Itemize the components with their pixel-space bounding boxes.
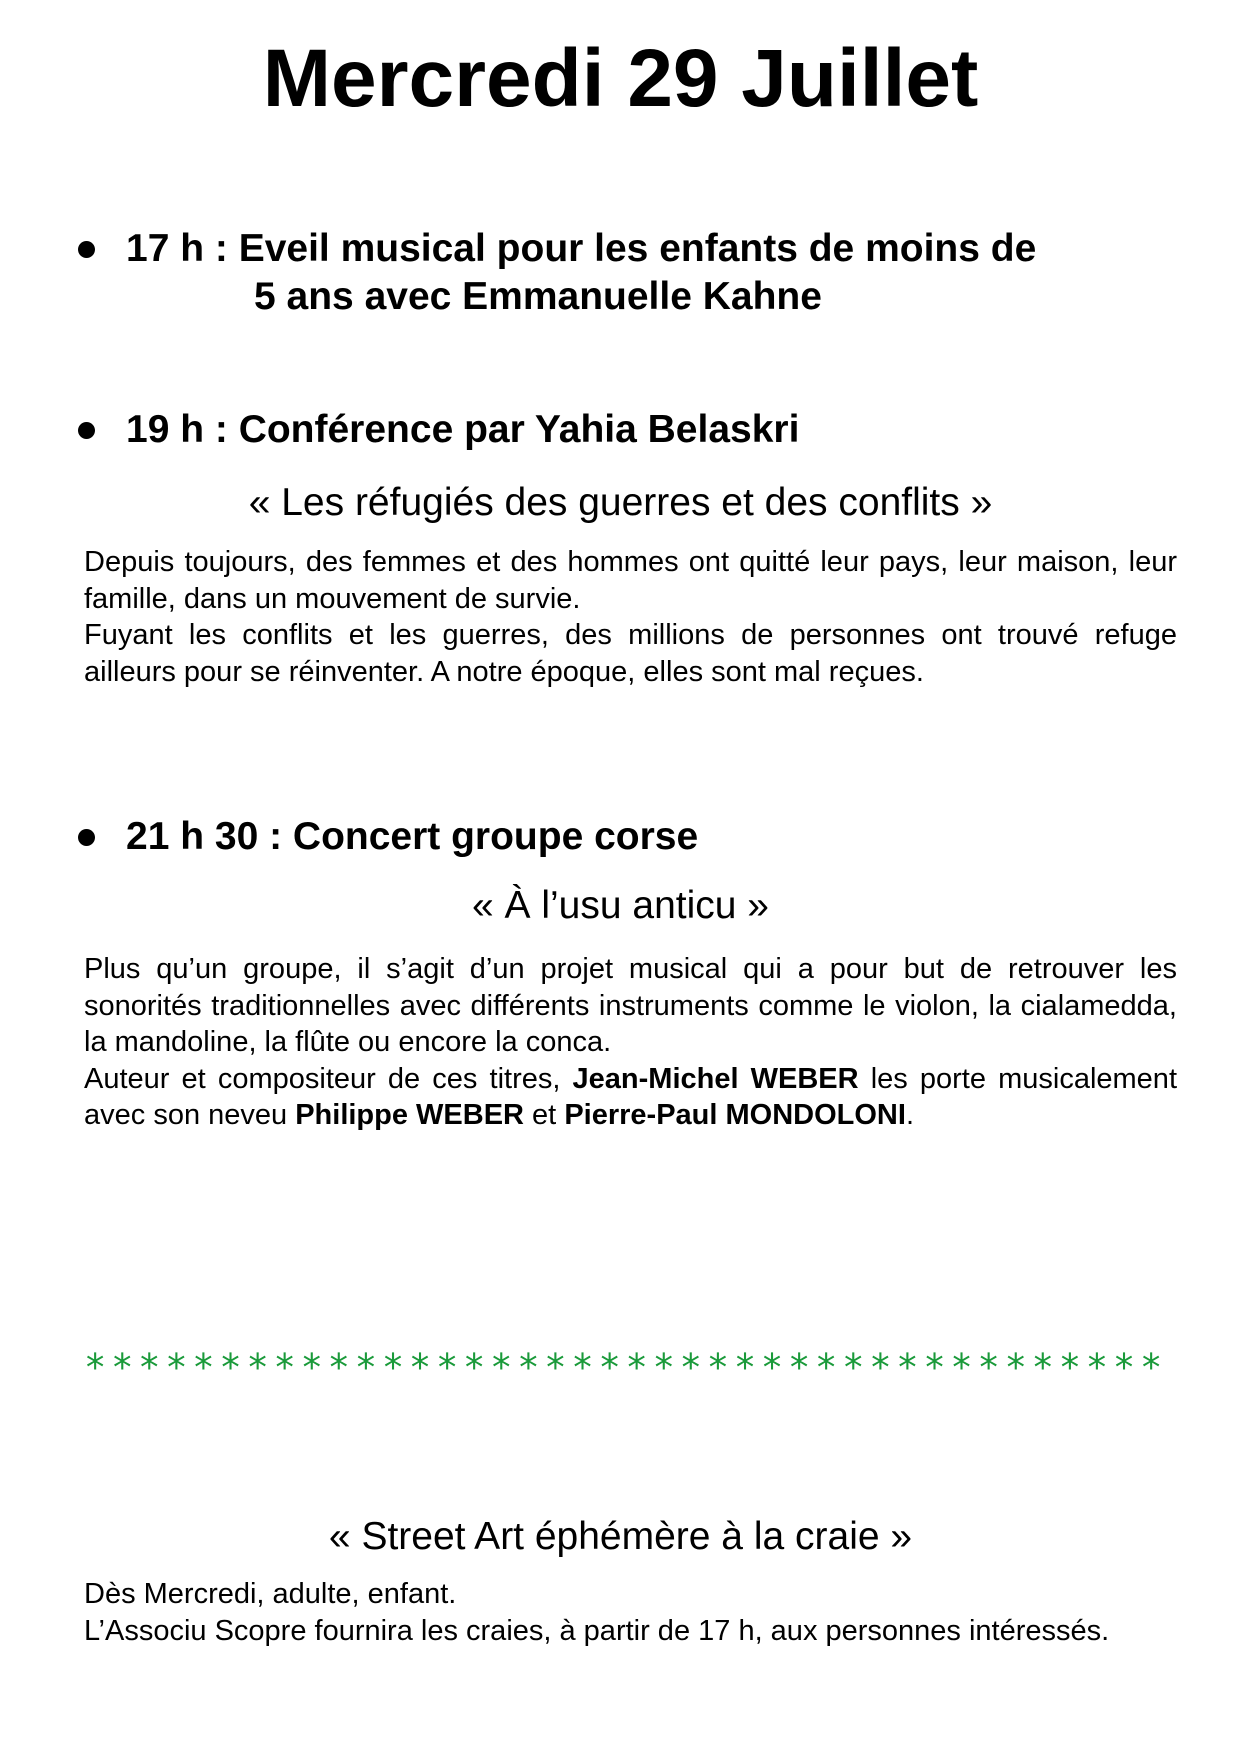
author-name: Pierre-Paul MONDOLONI xyxy=(564,1099,906,1131)
bullet-icon xyxy=(78,422,95,439)
bullet-icon xyxy=(78,829,95,846)
concert-subtitle: « À l’usu anticu » xyxy=(471,884,769,927)
author-name: Jean-Michel WEBER xyxy=(572,1062,859,1095)
paragraph: Auteur et compositeur de ces titres, Jean-Michel WEBER les porte musicalement avec son neveu Philippe WEBER et Pierre-Paul MONDOLONI. xyxy=(84,1062,1177,1131)
event-heading-continued: 5 ans avec Emmanuelle Kahne xyxy=(254,275,822,318)
paragraph: Plus qu’un groupe, il s’agit d’un projet musical qui a pour but de retrouver les sonorités traditionnelles avec différents instruments comme le violon, la cialamedda, la mandoline, la flûte ou encore la conca. xyxy=(84,953,1177,1058)
street-art-description xyxy=(84,1576,1177,1649)
conference-description xyxy=(84,544,1177,690)
bullet-icon xyxy=(78,241,95,258)
event-heading: 17 h : Eveil musical pour les enfants de moins de xyxy=(126,227,1037,270)
street-art-subtitle: « Street Art éphémère à la craie » xyxy=(328,1515,913,1558)
page-title: Mercredi 29 Juillet xyxy=(262,33,979,124)
paragraph: Dès Mercredi, adulte, enfant. xyxy=(84,1578,457,1610)
paragraph: L’Associu Scopre fournira les craies, à partir de 17 h, aux personnes intéressés. xyxy=(84,1614,1110,1647)
concert-description xyxy=(84,951,1177,1134)
paragraph: Fuyant les conflits et les guerres, des millions de personnes ont trouvé refuge ailleurs pour se réinventer. A notre époque, elles sont mal reçues. xyxy=(84,619,1177,688)
conference-subtitle: « Les réfugiés des guerres et des conflits » xyxy=(248,481,993,524)
event-heading: 19 h : Conférence par Yahia Belaskri xyxy=(126,408,800,451)
event-heading: 21 h 30 : Concert groupe corse xyxy=(126,815,699,858)
paragraph: Depuis toujours, des femmes et des hommes ont quitté leur pays, leur maison, leur famille, dans un mouvement de survie. xyxy=(84,546,1177,615)
author-name: Philippe WEBER xyxy=(295,1099,524,1131)
asterisk-divider: **************************************** xyxy=(84,1346,1168,1389)
